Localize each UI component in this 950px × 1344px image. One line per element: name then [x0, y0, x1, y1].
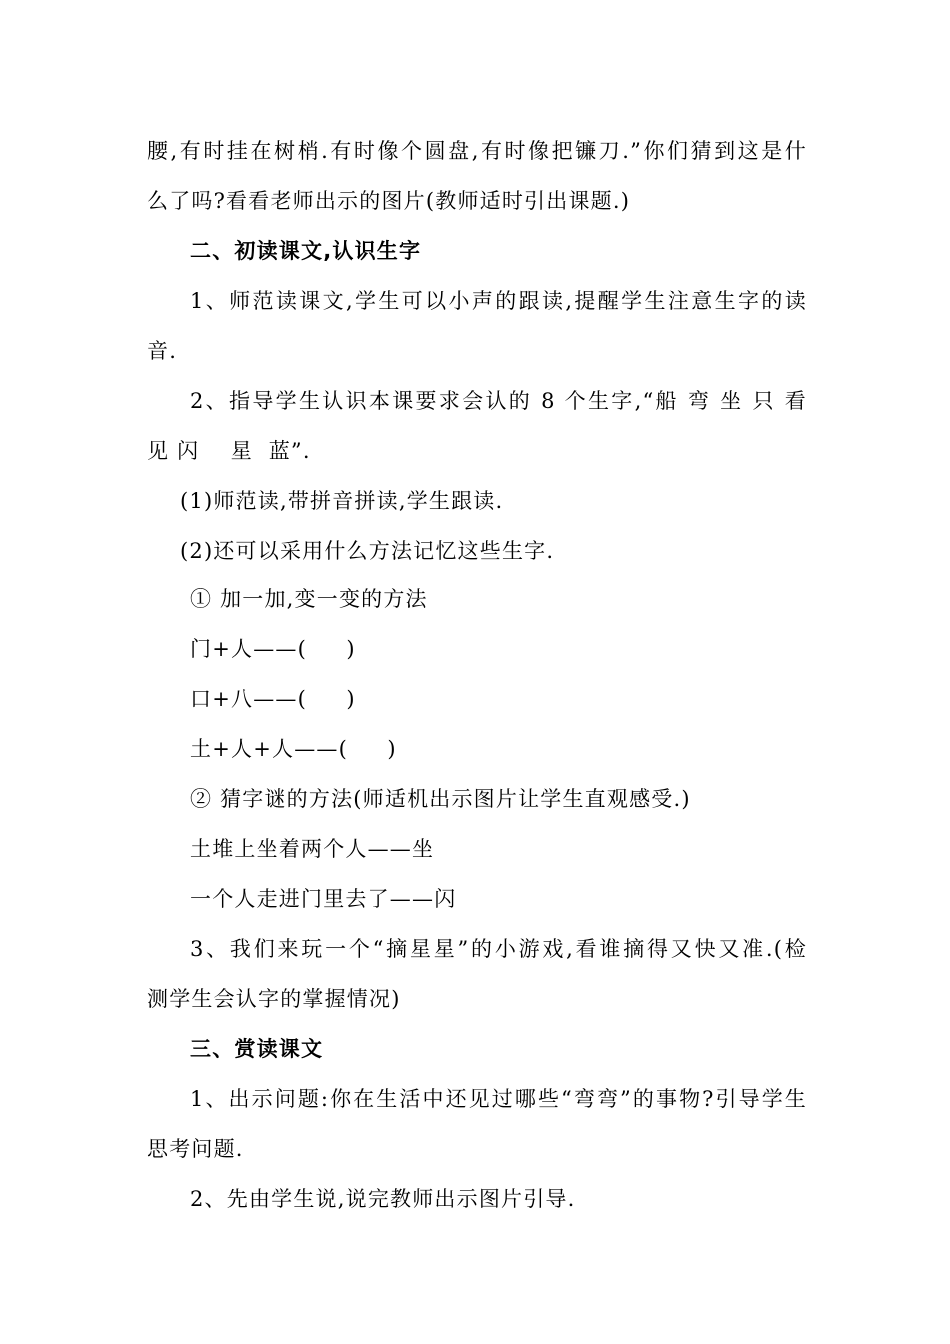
- paragraph-line: 1、师范读课文,学生可以小声的跟读,提醒学生注意生字的读: [190, 289, 807, 313]
- paragraph-line: 1、出示问题:你在生活中还见过哪些“弯弯”的事物?引导学生: [190, 1087, 807, 1111]
- exercise-line: 门+人——( ): [190, 637, 356, 661]
- exercise-line: 口+八——( ): [190, 687, 356, 711]
- exercise-line: 土+人+人——( ): [190, 737, 397, 761]
- list-item: (2)还可以采用什么方法记忆这些生字.: [180, 539, 555, 563]
- section-heading: 三、赏读课文: [190, 1037, 324, 1061]
- paragraph-line: 3、我们来玩一个“摘星星”的小游戏,看谁摘得又快又准.(检: [190, 937, 807, 961]
- paragraph-line: 测学生会认字的掌握情况): [147, 987, 401, 1011]
- list-item: ① 加一加,变一变的方法: [190, 587, 428, 611]
- section-heading: 二、初读课文,认识生字: [190, 239, 422, 263]
- paragraph-line: 2、先由学生说,说完教师出示图片引导.: [190, 1187, 576, 1211]
- paragraph-line: 腰,有时挂在树梢.有时像个圆盘,有时像把镰刀.”你们猜到这是什: [147, 139, 807, 163]
- list-item: ② 猜字谜的方法(师适机出示图片让学生直观感受.): [190, 787, 691, 811]
- paragraph-line: 思考问题.: [147, 1137, 244, 1161]
- paragraph-line: 见 闪 星 蓝”.: [147, 439, 311, 463]
- riddle-line: 土堆上坐着两个人——坐: [190, 837, 435, 861]
- paragraph-line: 2、指导学生认识本课要求会认的 8 个生字,“船 弯 坐 只 看: [190, 389, 807, 413]
- list-item: (1)师范读,带拼音拼读,学生跟读.: [180, 489, 504, 513]
- paragraph-line: 音.: [147, 339, 178, 363]
- paragraph-line: 么了吗?看看老师出示的图片(教师适时引出课题.): [147, 189, 631, 213]
- riddle-line: 一个人走进门里去了——闪: [190, 887, 457, 911]
